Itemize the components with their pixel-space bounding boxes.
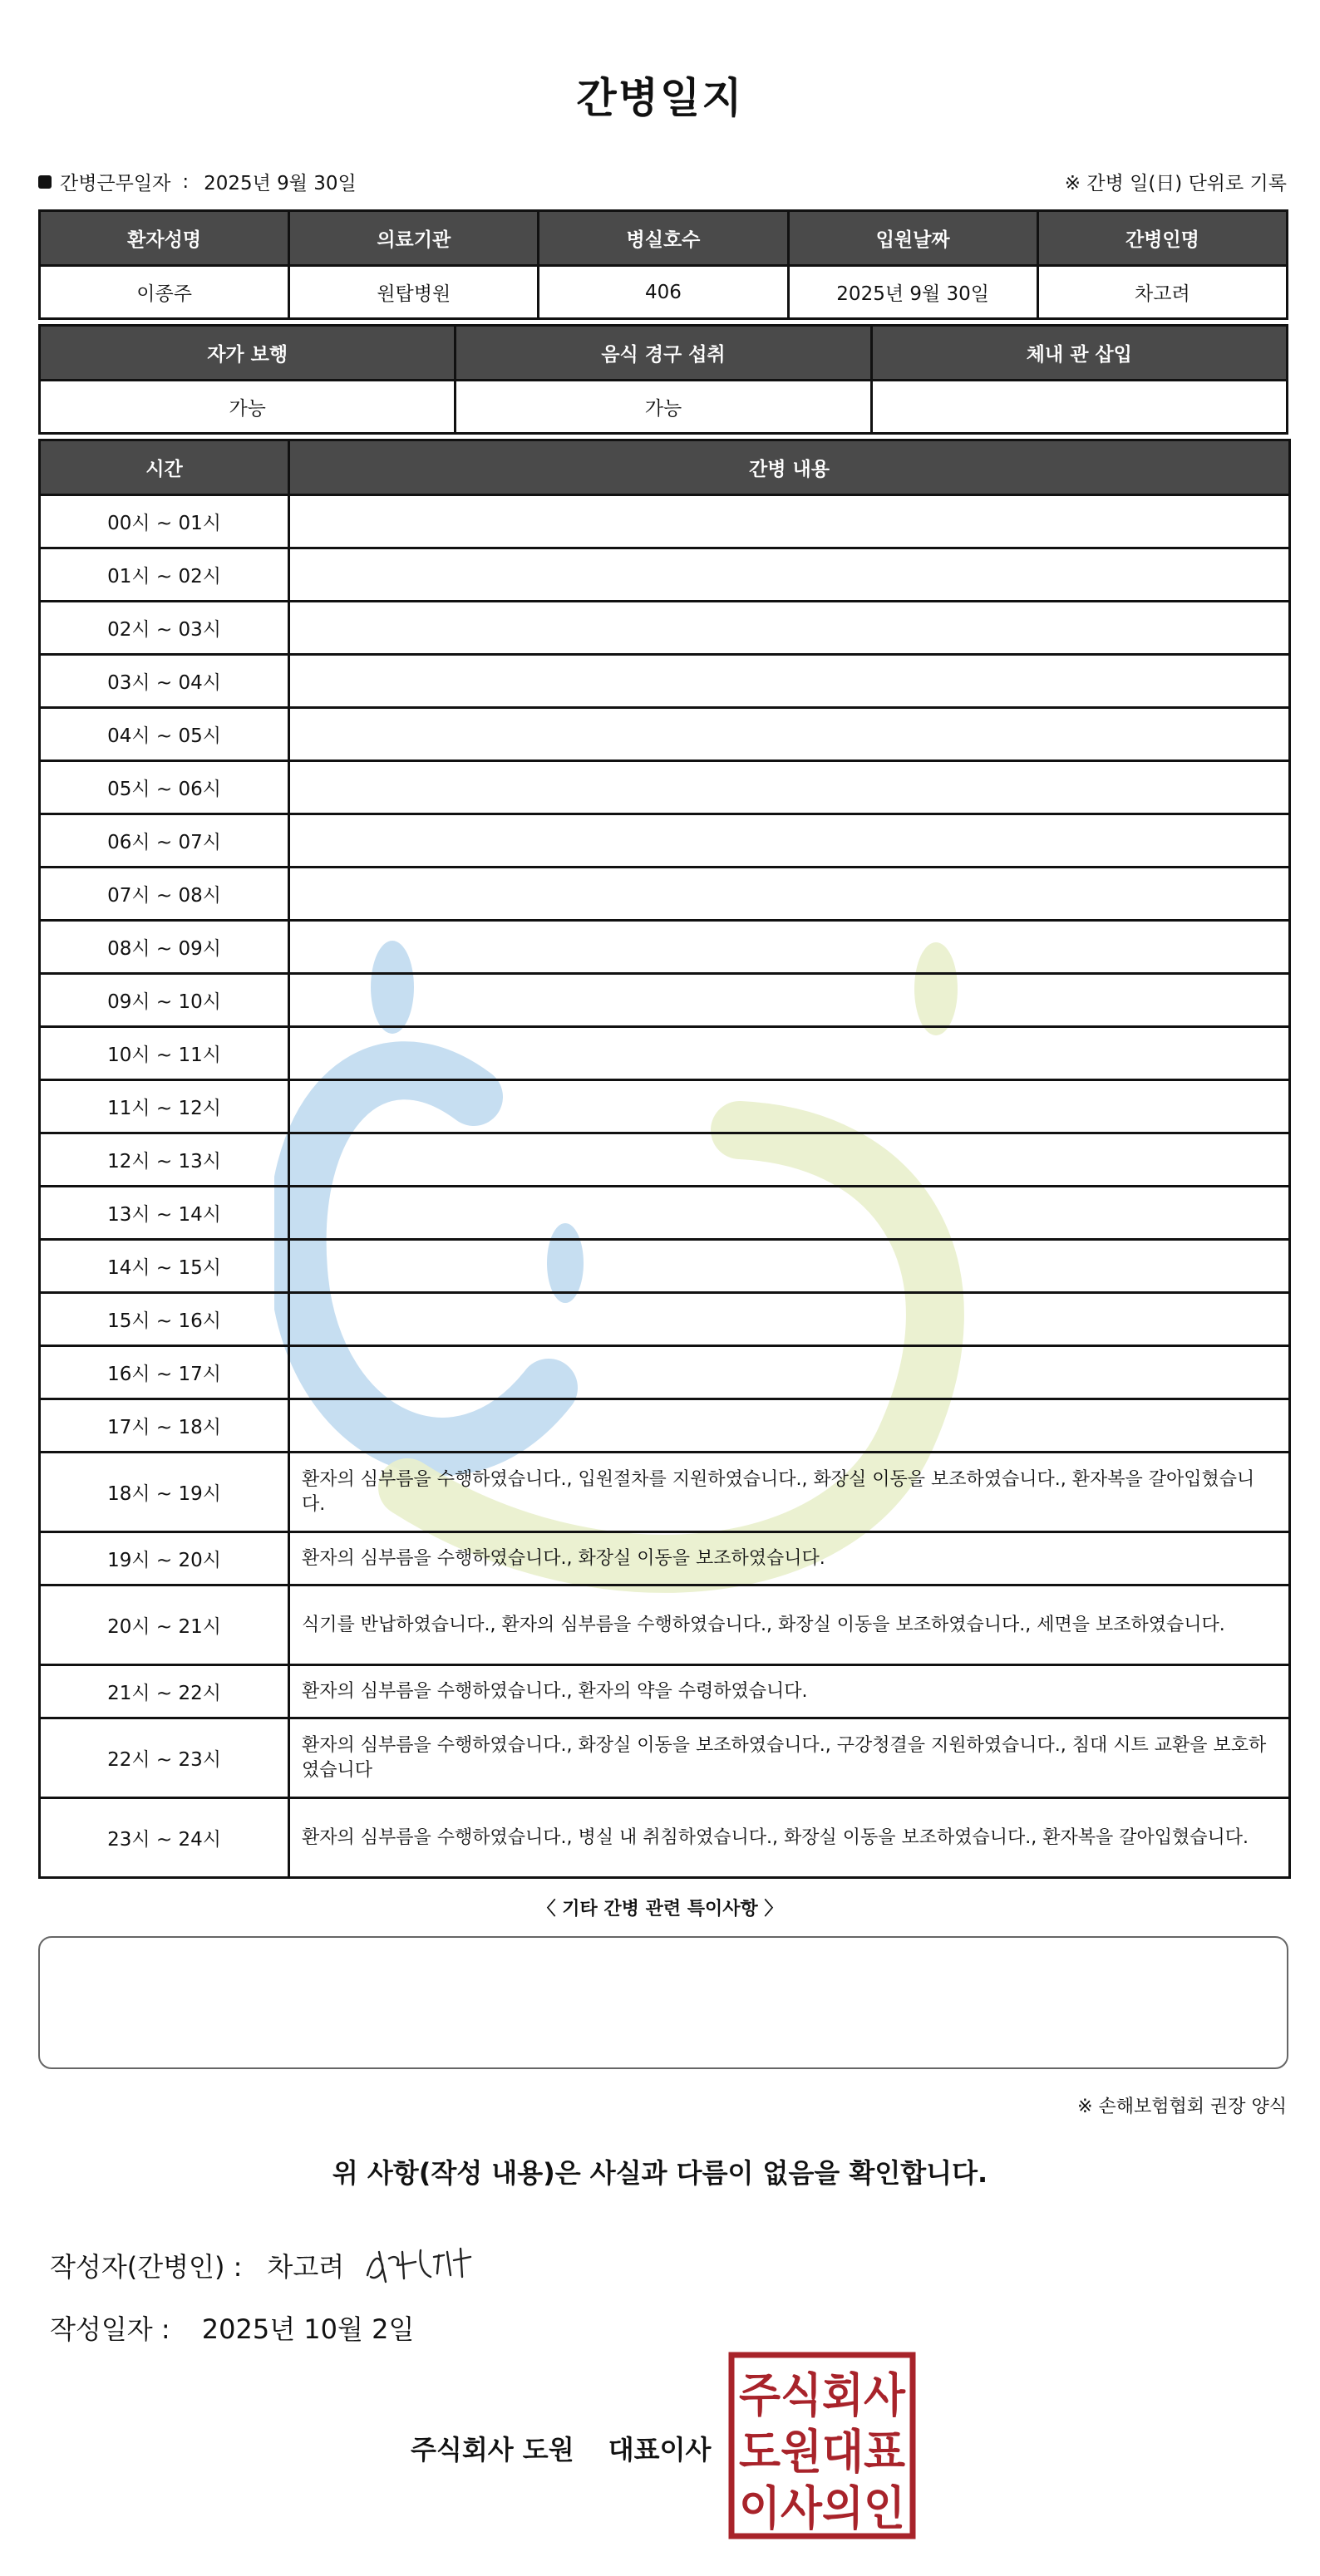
header-room-number: 병실호수 <box>539 211 788 266</box>
written-date-label: 작성일자 : <box>50 2313 170 2345</box>
care-log-row <box>40 1346 1290 1399</box>
care-log-time: 20시 ~ 21시 <box>40 1585 289 1665</box>
seal-line-2: 도원대표 <box>739 2426 905 2480</box>
header-time: 시간 <box>40 440 289 495</box>
work-date-value: 2025년 9월 30일 <box>204 173 357 194</box>
written-date-line <box>50 2308 414 2347</box>
company-line <box>411 2429 711 2467</box>
care-log-content: 환자의 심부름을 수행하였습니다., 병실 내 취침하였습니다., 화장실 이동을 보조하였습니다., 환자복을 갈아입혔습니다. <box>289 1798 1290 1878</box>
care-log-time: 05시 ~ 06시 <box>40 761 289 814</box>
writer-label: 작성자(간병인) : <box>50 2251 243 2283</box>
care-log-time: 10시 ~ 11시 <box>40 1027 289 1080</box>
care-log-time: 08시 ~ 09시 <box>40 921 289 974</box>
patient-info-value-row <box>40 266 1288 319</box>
care-log-content <box>289 1080 1290 1133</box>
care-log-time: 09시 ~ 10시 <box>40 974 289 1027</box>
care-log-time: 15시 ~ 16시 <box>40 1293 289 1346</box>
care-log-content <box>289 495 1290 548</box>
care-log-time: 13시 ~ 14시 <box>40 1187 289 1240</box>
care-log-row <box>40 1293 1290 1346</box>
care-log-time: 17시 ~ 18시 <box>40 1399 289 1453</box>
care-log-row <box>40 1665 1290 1718</box>
header-care-content: 간병 내용 <box>289 440 1290 495</box>
patient-info-header-row <box>40 211 1288 266</box>
header-patient-name: 환자성명 <box>40 211 289 266</box>
care-log-time: 12시 ~ 13시 <box>40 1133 289 1187</box>
care-log-time: 11시 ~ 12시 <box>40 1080 289 1133</box>
care-log-row <box>40 548 1290 602</box>
care-log-time: 07시 ~ 08시 <box>40 868 289 921</box>
care-log-content <box>289 1293 1290 1346</box>
care-log-row <box>40 761 1290 814</box>
care-log-row <box>40 708 1290 761</box>
oral-intake-value: 가능 <box>456 381 871 434</box>
care-log-row <box>40 974 1290 1027</box>
care-log-time: 22시 ~ 23시 <box>40 1718 289 1798</box>
seal-line-3: 이사의인 <box>739 2482 905 2536</box>
care-log-header-row <box>40 440 1290 495</box>
care-log-time: 01시 ~ 02시 <box>40 548 289 602</box>
work-date <box>38 168 357 195</box>
handwritten-signature <box>361 2240 485 2290</box>
company-representative: 대표이사 <box>608 2434 712 2465</box>
patient-status-table <box>38 324 1288 435</box>
care-log-content <box>289 761 1290 814</box>
room-number-value: 406 <box>539 266 788 319</box>
header-admission-date: 입원날짜 <box>788 211 1037 266</box>
care-log-content <box>289 655 1290 708</box>
care-log-row <box>40 1585 1290 1665</box>
care-log-row <box>40 921 1290 974</box>
writer-line <box>50 2240 485 2290</box>
caregiver-name-value: 차고려 <box>1037 266 1287 319</box>
seal-line-1: 주식회사 <box>739 2369 906 2423</box>
special-notes-box <box>38 1936 1288 2069</box>
patient-status-header-row <box>40 326 1288 381</box>
care-log-content <box>289 548 1290 602</box>
care-log-content: 환자의 심부름을 수행하였습니다., 환자의 약을 수령하였습니다. <box>289 1665 1290 1718</box>
self-walking-value: 가능 <box>40 381 456 434</box>
special-notes-heading: 〈 기타 간병 관련 특이사항 〉 <box>537 1899 783 1920</box>
care-log-time: 06시 ~ 07시 <box>40 814 289 868</box>
care-log-row <box>40 1080 1290 1133</box>
hospital-value: 원탑병원 <box>289 266 539 319</box>
care-log-content <box>289 868 1290 921</box>
care-log-time: 00시 ~ 01시 <box>40 495 289 548</box>
care-log-row <box>40 1240 1290 1293</box>
care-log-time: 02시 ~ 03시 <box>40 602 289 655</box>
header-caregiver-name: 간병인명 <box>1037 211 1287 266</box>
care-log-row <box>40 1133 1290 1187</box>
patient-name-value: 이종주 <box>40 266 289 319</box>
care-log-content <box>289 1133 1290 1187</box>
care-log-content: 환자의 심부름을 수행하였습니다., 화장실 이동을 보조하였습니다. <box>289 1532 1290 1585</box>
confirmation-statement: 위 사항(작성 내용)은 사실과 다름이 없음을 확인합니다. <box>332 2157 988 2189</box>
care-log-content <box>289 708 1290 761</box>
care-log-content: 식기를 반납하였습니다., 환자의 심부름을 수행하였습니다., 화장실 이동을 보조하였습니다., 세면을 보조하였습니다. <box>289 1585 1290 1665</box>
unit-note: ※ 간병 일(日) 단위로 기록 <box>1064 173 1287 194</box>
care-log-content <box>289 602 1290 655</box>
header-tube-insertion: 체내 관 삽입 <box>871 326 1287 381</box>
care-log-content <box>289 1187 1290 1240</box>
care-log-row <box>40 495 1290 548</box>
admission-date-value: 2025년 9월 30일 <box>788 266 1037 319</box>
writer-name: 차고려 <box>267 2251 345 2283</box>
company-seal-stamp <box>728 2352 916 2539</box>
written-date-value: 2025년 10월 2일 <box>201 2313 415 2345</box>
company-name: 주식회사 도원 <box>411 2434 574 2465</box>
care-log-content <box>289 1027 1290 1080</box>
form-source-note: ※ 손해보험협회 권장 양식 <box>1077 2097 1287 2117</box>
care-log-content <box>289 814 1290 868</box>
care-log-row <box>40 1399 1290 1453</box>
care-log-content <box>289 1240 1290 1293</box>
header-oral-intake: 음식 경구 섭취 <box>456 326 871 381</box>
care-log-time: 16시 ~ 17시 <box>40 1346 289 1399</box>
work-date-label: 간병근무일자 <box>60 173 171 194</box>
care-log-content: 환자의 심부름을 수행하였습니다., 입원절차를 지원하였습니다., 화장실 이동을 보조하였습니다., 환자복을 갈아입혔습니다. <box>289 1453 1290 1532</box>
care-log-row <box>40 1718 1290 1798</box>
patient-status-value-row <box>40 381 1288 434</box>
care-log-content <box>289 974 1290 1027</box>
work-date-separator: : <box>182 170 190 193</box>
document-title: 간병일지 <box>576 74 744 122</box>
care-log-content <box>289 1399 1290 1453</box>
care-log-row <box>40 868 1290 921</box>
header-hospital: 의료기관 <box>289 211 539 266</box>
care-log-time: 03시 ~ 04시 <box>40 655 289 708</box>
care-log-row <box>40 602 1290 655</box>
header-self-walking: 자가 보행 <box>40 326 456 381</box>
care-log-time: 19시 ~ 20시 <box>40 1532 289 1585</box>
care-log-content: 환자의 심부름을 수행하였습니다., 화장실 이동을 보조하였습니다., 구강청결을 지원하였습니다., 침대 시트 교환을 보호하였습니다 <box>289 1718 1290 1798</box>
care-log-row <box>40 1453 1290 1532</box>
care-log-time: 14시 ~ 15시 <box>40 1240 289 1293</box>
care-log-content <box>289 1346 1290 1399</box>
care-log-time: 23시 ~ 24시 <box>40 1798 289 1878</box>
bullet-square-icon <box>38 175 52 189</box>
tube-insertion-value <box>871 381 1287 434</box>
care-log-row <box>40 655 1290 708</box>
care-log-time: 04시 ~ 05시 <box>40 708 289 761</box>
care-log-row <box>40 1532 1290 1585</box>
care-log-time: 18시 ~ 19시 <box>40 1453 289 1532</box>
care-log-row <box>40 1798 1290 1878</box>
patient-info-table <box>38 209 1288 320</box>
care-log-row <box>40 1187 1290 1240</box>
care-log-row <box>40 1027 1290 1080</box>
care-log-row <box>40 814 1290 868</box>
care-log-time: 21시 ~ 22시 <box>40 1665 289 1718</box>
care-log-table <box>38 439 1291 1879</box>
care-log-content <box>289 921 1290 974</box>
